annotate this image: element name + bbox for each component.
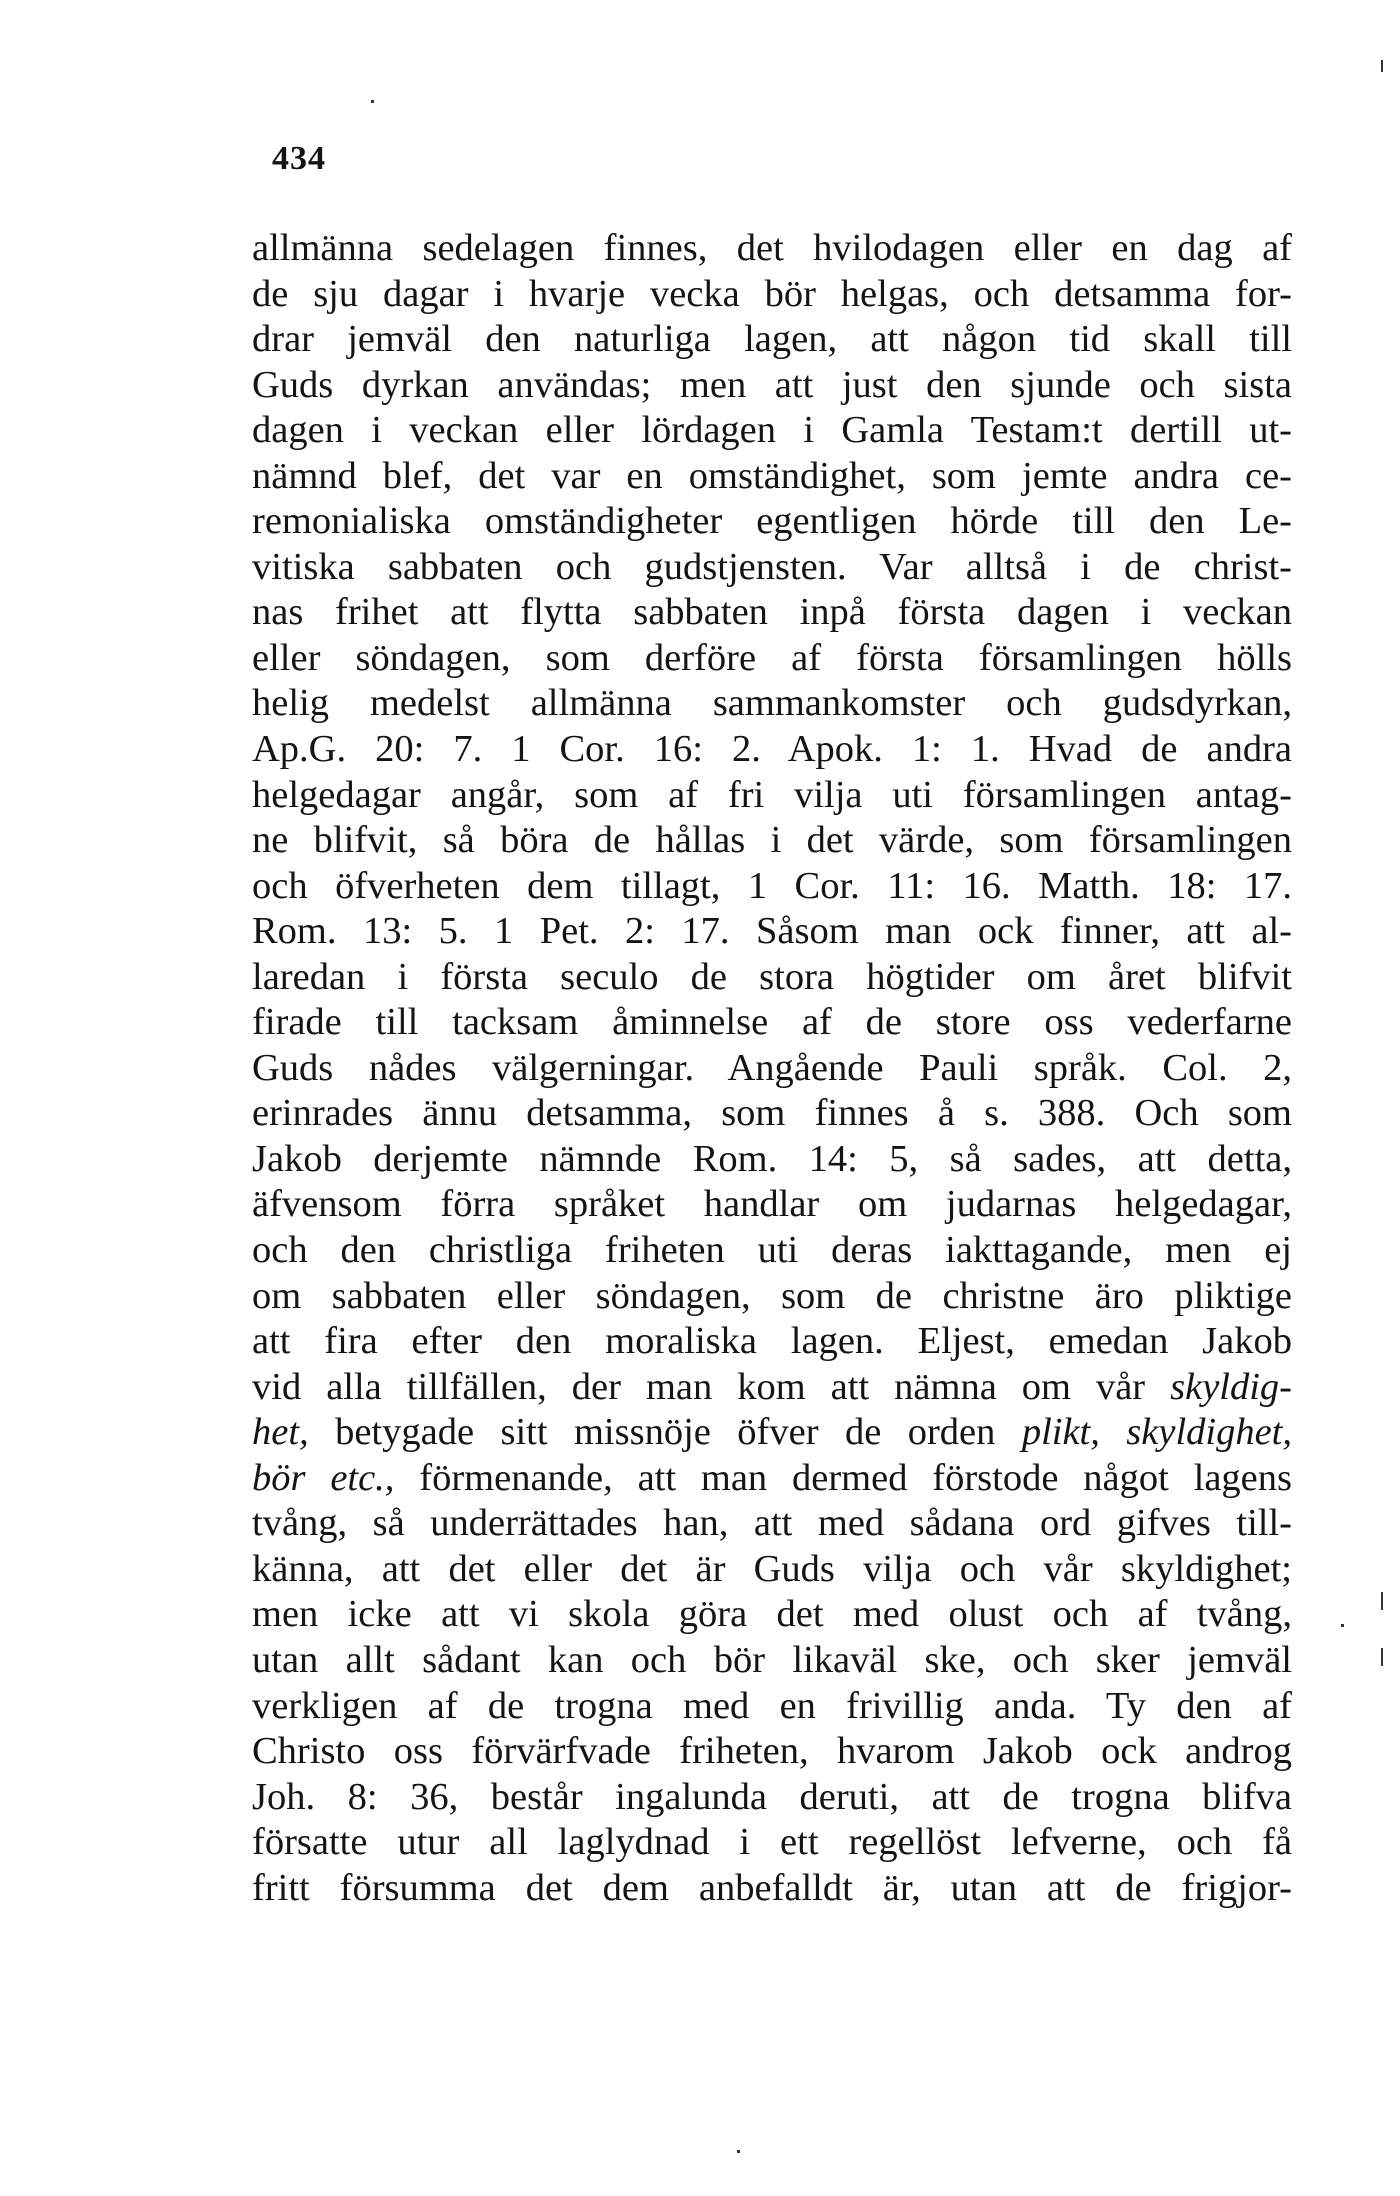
text-line — [252, 1547, 1292, 1593]
text-run: Christo oss förvärfvade friheten, hvarom Jakob ock androg — [252, 1730, 1292, 1773]
text-line — [252, 1592, 1292, 1638]
scan-speck — [1381, 1592, 1383, 1610]
page-number: 434 — [272, 140, 326, 177]
text-run: betygade sitt missnöje öfver de orden — [308, 1411, 1022, 1454]
text-line — [252, 1274, 1292, 1320]
text-run: dagen i veckan eller lördagen i Gamla Testam:t dertill ut- — [252, 409, 1292, 452]
text-run: Guds nådes välgerningar. Angående Pauli språk. Col. 2, — [252, 1046, 1292, 1089]
body-text — [252, 226, 1292, 1911]
text-line — [252, 681, 1292, 727]
text-run: allmänna sedelagen finnes, det hvilodagen eller en dag af — [252, 227, 1292, 269]
text-run: Rom. 13: 5. 1 Pet. 2: 17. Såsom man ock finner, att al- — [252, 910, 1292, 953]
text-run: helig medelst allmänna sammankomster och gudsdyrkan, — [252, 682, 1292, 725]
text-run: vitiska sabbaten och gudstjensten. Var alltså i de christ- — [252, 545, 1292, 588]
text-run: nas frihet att flytta sabbaten inpå första dagen i veckan — [252, 591, 1292, 634]
text-line — [252, 1820, 1292, 1866]
text-run: förmenande, att man dermed förstode något lagens — [394, 1456, 1292, 1499]
text-run: Guds dyrkan användas; men att just den sjunde och sista — [252, 363, 1292, 406]
text-line — [252, 1456, 1292, 1502]
text-run: utan allt sådant kan och bör likaväl ske, och sker jemväl — [252, 1638, 1292, 1681]
text-run: Joh. 8: 36, består ingalunda deruti, att de trogna blifva — [252, 1775, 1292, 1818]
text-run: Jakob derjemte nämnde Rom. 14: 5, så sades, att detta, — [252, 1137, 1292, 1180]
text-run: om sabbaten eller söndagen, som de christne äro pliktige — [252, 1274, 1292, 1317]
text-run: remonialiska omständigheter egentligen hörde till den Le- — [252, 500, 1292, 543]
text-line — [252, 636, 1292, 682]
text-run: fritt försumma det dem anbefalldt är, utan att de frigjor- — [252, 1866, 1292, 1909]
text-line — [252, 408, 1292, 454]
text-run: eller söndagen, som derföre af första församlingen hölls — [252, 636, 1292, 679]
scan-speck — [1341, 1624, 1344, 1627]
text-line — [252, 1866, 1292, 1912]
italic-run: skyldig- — [1170, 1365, 1292, 1408]
text-line — [252, 454, 1292, 500]
text-run: verkligen af de trogna med en frivillig anda. Ty den af — [252, 1684, 1292, 1727]
text-run: de sju dagar i hvarje vecka bör helgas, och detsamma for- — [252, 272, 1292, 315]
text-line — [252, 955, 1292, 1001]
text-run: drar jemväl den naturliga lagen, att någon tid skall till — [252, 318, 1292, 361]
text-run: vid alla tillfällen, der man kom att nämna om vår — [252, 1365, 1171, 1408]
text-line — [252, 1365, 1292, 1411]
text-line — [252, 1228, 1292, 1274]
text-line — [252, 1775, 1292, 1821]
text-line — [252, 1046, 1292, 1092]
text-run: och öfverheten dem tillagt, 1 Cor. 11: 16. Matth. 18: 17. — [252, 864, 1292, 907]
text-run: Ap.G. 20: 7. 1 Cor. 16: 2. Apok. 1: 1. Hvad de andra — [252, 728, 1292, 771]
text-line — [252, 727, 1292, 773]
text-line — [252, 363, 1292, 409]
text-run: äfvensom förra språket handlar om judarnas helgedagar, — [252, 1183, 1292, 1226]
text-line — [252, 545, 1292, 591]
text-run: att fira efter den moraliska lagen. Eljest, emedan Jakob — [252, 1320, 1292, 1363]
text-line — [252, 1729, 1292, 1775]
text-run: och den christliga friheten uti deras iakttagande, men ej — [252, 1229, 1292, 1272]
text-line — [252, 317, 1292, 363]
text-line — [252, 818, 1292, 864]
italic-run: plikt, skyldighet, — [1021, 1411, 1293, 1454]
text-line — [252, 590, 1292, 636]
text-line — [252, 1000, 1292, 1046]
text-run: nämnd blef, det var en omständighet, som jemte andra ce- — [252, 454, 1292, 497]
scan-speck — [1381, 60, 1383, 72]
text-line — [252, 1638, 1292, 1684]
text-line — [252, 1137, 1292, 1183]
scan-speck — [737, 2150, 740, 2153]
text-run: helgedagar angår, som af fri vilja uti församlingen antag- — [252, 773, 1292, 816]
scan-speck — [371, 100, 374, 103]
text-line — [252, 773, 1292, 819]
text-line — [252, 499, 1292, 545]
text-run: ne blifvit, så böra de hållas i det värde, som församlingen — [252, 819, 1292, 862]
text-run: firade till tacksam åminnelse af de store oss vederfarne — [252, 1001, 1292, 1044]
text-run: laredan i första seculo de stora högtider om året blifvit — [252, 955, 1292, 998]
text-run: försatte utur all laglydnad i ett regellöst lefverne, och få — [252, 1821, 1292, 1864]
text-line — [252, 864, 1292, 910]
text-run: tvång, så underrättades han, att med sådana ord gifves till- — [252, 1502, 1292, 1545]
italic-run: het, — [252, 1411, 309, 1454]
text-line — [252, 1091, 1292, 1137]
text-line — [252, 1684, 1292, 1730]
text-line — [252, 1319, 1292, 1365]
text-line — [252, 272, 1292, 318]
text-run: men icke att vi skola göra det med olust och af tvång, — [252, 1593, 1292, 1636]
italic-run: bör etc., — [252, 1456, 395, 1499]
text-run: erinrades ännu detsamma, som finnes å s. 388. Och som — [252, 1092, 1292, 1135]
text-line — [252, 226, 1292, 272]
scan-speck — [1381, 1648, 1383, 1666]
text-line — [252, 1182, 1292, 1228]
text-run: känna, att det eller det är Guds vilja och vår skyldighet; — [252, 1547, 1292, 1590]
text-line — [252, 909, 1292, 955]
text-line — [252, 1410, 1292, 1456]
text-line — [252, 1501, 1292, 1547]
